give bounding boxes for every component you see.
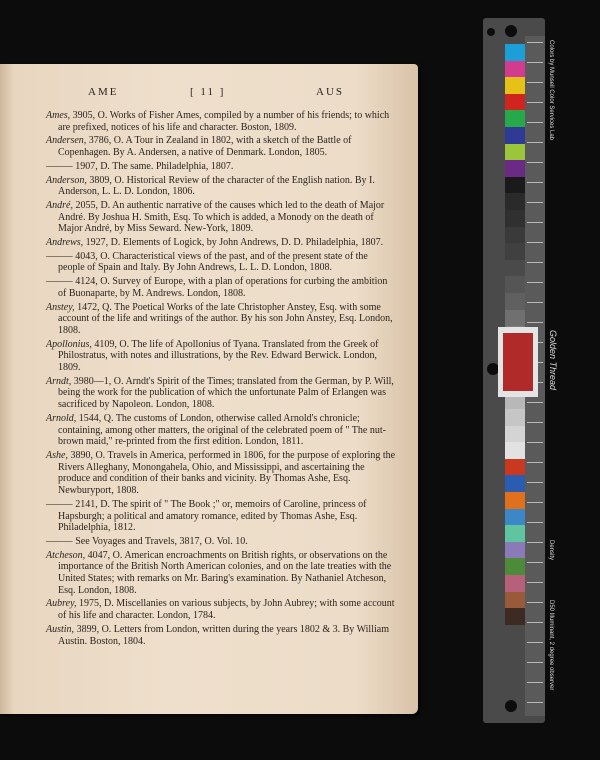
entry-text: See Voyages and Travels, 3817, O. Vol. 10. [72, 535, 248, 547]
catalog-entry [46, 624, 396, 647]
color-patch [505, 61, 525, 78]
scale-tick [527, 702, 543, 703]
target-credit-text: Colors by Munsell Color Services Lab [548, 40, 554, 141]
card-hole-top [505, 25, 517, 37]
entry-text: 4047, O. American encroachments on British rights, or observations on the importance of the British North American colonies, and on the late treaties with the United States; with remarks on Mr. Baring's examination. By Nathaniel Atcheson, Esq. London, 1808. [58, 549, 392, 596]
color-patch [505, 44, 525, 61]
color-patch [505, 310, 525, 327]
scale-tick [527, 662, 543, 663]
label-patch [503, 333, 533, 391]
scale-tick [527, 442, 543, 443]
color-patch [505, 144, 525, 161]
scale-tick [527, 162, 543, 163]
entry-text: 1472, Q. The Poetical Works of the late Christopher Anstey, Esq. with some account of the life and writings of the author. By his son John Anstey, Esq. London, 1808. [58, 301, 393, 336]
entry-text: 2055, D. An authentic narrative of the causes which led to the death of Major André. By Joshua H. Smith, Esq. To which is added, a Monody on the death of Major André, by Miss Seward. New-York, 1809. [58, 199, 385, 235]
color-patch [505, 426, 525, 443]
scale-tick [527, 302, 543, 303]
catalog-entry [46, 376, 396, 411]
scale-tick [527, 462, 543, 463]
color-patch [505, 210, 525, 227]
catalog-entry [46, 536, 396, 548]
color-patch [505, 459, 525, 476]
scale-tick [527, 62, 543, 63]
scale-tick [527, 522, 543, 523]
color-patch [505, 293, 525, 310]
scale-tick [527, 242, 543, 243]
color-patch [505, 227, 525, 244]
scale-tick [527, 322, 543, 323]
entry-author: Apollonius, [46, 338, 92, 350]
entry-author: André, [46, 199, 73, 211]
entry-author: Atcheson, [46, 549, 86, 561]
target-density-text: Density [548, 540, 554, 561]
entry-text: 2141, D. The spirit of " The Book ;" or, memoirs of Caroline, princess of Hapsburgh; a political and amatory romance, edited by Thomas Ashe, Esq. Philadelphia, 1812. [58, 498, 367, 534]
catalog-entry [46, 302, 396, 337]
catalog-entry [46, 550, 396, 597]
scale-tick [527, 402, 543, 403]
color-patch [505, 475, 525, 492]
entry-text: 3905, O. Works of Fisher Ames, compiled by a number of his friends; to which are prefixed, notices of his life and character. Boston, 1809. [58, 110, 390, 133]
scale-tick [527, 582, 543, 583]
scale-tick [527, 602, 543, 603]
entry-text: 1927, D. Elements of Logick, by John Andrews, D. D. Philadelphia, 1807. [83, 237, 384, 249]
scale-tick [527, 422, 543, 423]
entry-author: ——— [46, 276, 73, 288]
color-patch [505, 243, 525, 260]
color-patch [505, 575, 525, 592]
target-brand-text: Golden Thread [548, 330, 558, 391]
entry-author: ——— [46, 535, 73, 547]
catalog-entry [46, 237, 396, 249]
catalog-entry [46, 200, 396, 235]
catalog-entry [46, 161, 396, 173]
entry-author: Ames, [46, 110, 71, 121]
scale-tick [527, 122, 543, 123]
entry-text: 1907, D. The same. Philadelphia, 1807. [72, 160, 234, 172]
color-patch [505, 558, 525, 575]
entry-text: 4109, O. The life of Apollonius of Tyana. Translated from the Greek of Philostratus, with notes and illustrations, by the Rev. Edward Berwick. London, 1809. [58, 338, 379, 374]
color-patch [505, 110, 525, 127]
scale-tick [527, 682, 543, 683]
color-patch [505, 77, 525, 94]
color-patch [505, 260, 525, 277]
entry-author: Andrews, [46, 237, 84, 249]
color-patch [505, 127, 525, 144]
scale-tick [527, 182, 543, 183]
catalog-entry [46, 339, 396, 374]
entry-text: 4124, O. Survey of Europe, with a plan of operations for curbing the ambition of Buonaparte, by M. Andrews. London, 1808. [58, 276, 388, 299]
entry-text: 1544, Q. The customs of London, otherwise called Arnold's chronicle; containing, among other matters, the original of the celebrated poem of " The nut-brown maid," re-printed from the first edition. London, 1811. [58, 412, 386, 448]
catalog-entry [46, 175, 396, 198]
entry-author: ——— [46, 498, 73, 510]
catalog-entry [46, 413, 396, 448]
entry-text: 3980—1, O. Arndt's Spirit of the Times; translated from the German, by P. Will, being the work for the publication of which the unfortunate Palm of Erlangen was sacrificed by Napoleon. London, 1808. [58, 375, 394, 411]
color-patch [505, 276, 525, 293]
card-hole-bottom [505, 700, 517, 712]
golden-thread-label [498, 327, 538, 397]
color-patch [505, 608, 525, 625]
entry-text: 3786, O. A Tour in Zealand in 1802, with a sketch of the Battle of Copenhagen. By A. Andersen, a native of Denmark. London, 1805. [58, 135, 352, 159]
scale-tick [527, 482, 543, 483]
catalog-entry [46, 598, 396, 621]
entry-author: Austin, [46, 623, 75, 635]
color-patch [505, 193, 525, 210]
catalog-entry [46, 251, 396, 274]
entry-author: Aubrey, [46, 598, 77, 610]
catalog-entry [46, 110, 396, 133]
scale-tick [527, 262, 543, 263]
color-patch [505, 492, 525, 509]
scale-tick [527, 502, 543, 503]
entry-text: 3809, O. Historical Review of the character of the English nation. By I. Anderson, L. L. D. London, 1806. [58, 174, 375, 198]
catalog-entry [46, 276, 396, 299]
header-right: AUS [316, 86, 345, 98]
entry-author: ——— [46, 250, 73, 262]
scale-tick [527, 142, 543, 143]
scale-tick [527, 202, 543, 203]
color-patch [505, 592, 525, 609]
entry-author: Arndt, [46, 375, 72, 387]
entry-text: 4043, O. Characteristical views of the past, and of the present state of the people of Spain and Italy. By John Andrews, L. L. D. London, 1808. [58, 250, 368, 274]
scale-tick [527, 102, 543, 103]
entry-author: Anderson, [46, 174, 87, 186]
page-number: [ 11 ] [190, 86, 226, 98]
catalog-entry [46, 450, 396, 497]
color-patch [505, 409, 525, 426]
scale-tick [527, 42, 543, 43]
color-patch [505, 442, 525, 459]
card-hole [487, 28, 495, 36]
scale-tick [527, 562, 543, 563]
entry-author: Arnold, [46, 412, 77, 424]
color-patch [505, 177, 525, 194]
entry-author: Ashe, [46, 449, 68, 461]
scale-tick [527, 642, 543, 643]
catalog-entry [46, 135, 396, 158]
catalog-entry [46, 499, 396, 534]
color-patch [505, 94, 525, 111]
entry-author: ——— [46, 160, 73, 172]
color-patch [505, 509, 525, 526]
entry-text: 3890, O. Travels in America, performed in 1806, for the purpose of exploring the Rivers Alleghany, Monongahela, Ohio, and Mississippi, and ascertaining the produce and condition of their banks and vicinity. By Thomas Ashe, Esq. Newburyport, 1808. [58, 449, 396, 497]
color-patch [505, 525, 525, 542]
entry-author: Anstey, [46, 301, 75, 313]
scale-tick [527, 622, 543, 623]
scale-tick [527, 222, 543, 223]
color-patch [505, 160, 525, 177]
header-left: AME [88, 86, 119, 98]
scale-tick [527, 82, 543, 83]
scale-tick [527, 282, 543, 283]
scale-tick [527, 542, 543, 543]
entry-text: 3899, O. Letters from London, written during the years 1802 & 3. By William Austin. Boston, 1804. [58, 623, 389, 647]
catalog-entries [46, 110, 396, 649]
target-illuminant-text: D50 Illuminant, 2 degree observer [548, 600, 554, 691]
page-header [0, 86, 418, 102]
entry-text: 1975, D. Miscellanies on various subjects, by John Aubrey; with some account of his life and character. London, 1784. [58, 598, 395, 622]
color-patch [505, 542, 525, 559]
entry-author: Andersen, [46, 135, 87, 147]
